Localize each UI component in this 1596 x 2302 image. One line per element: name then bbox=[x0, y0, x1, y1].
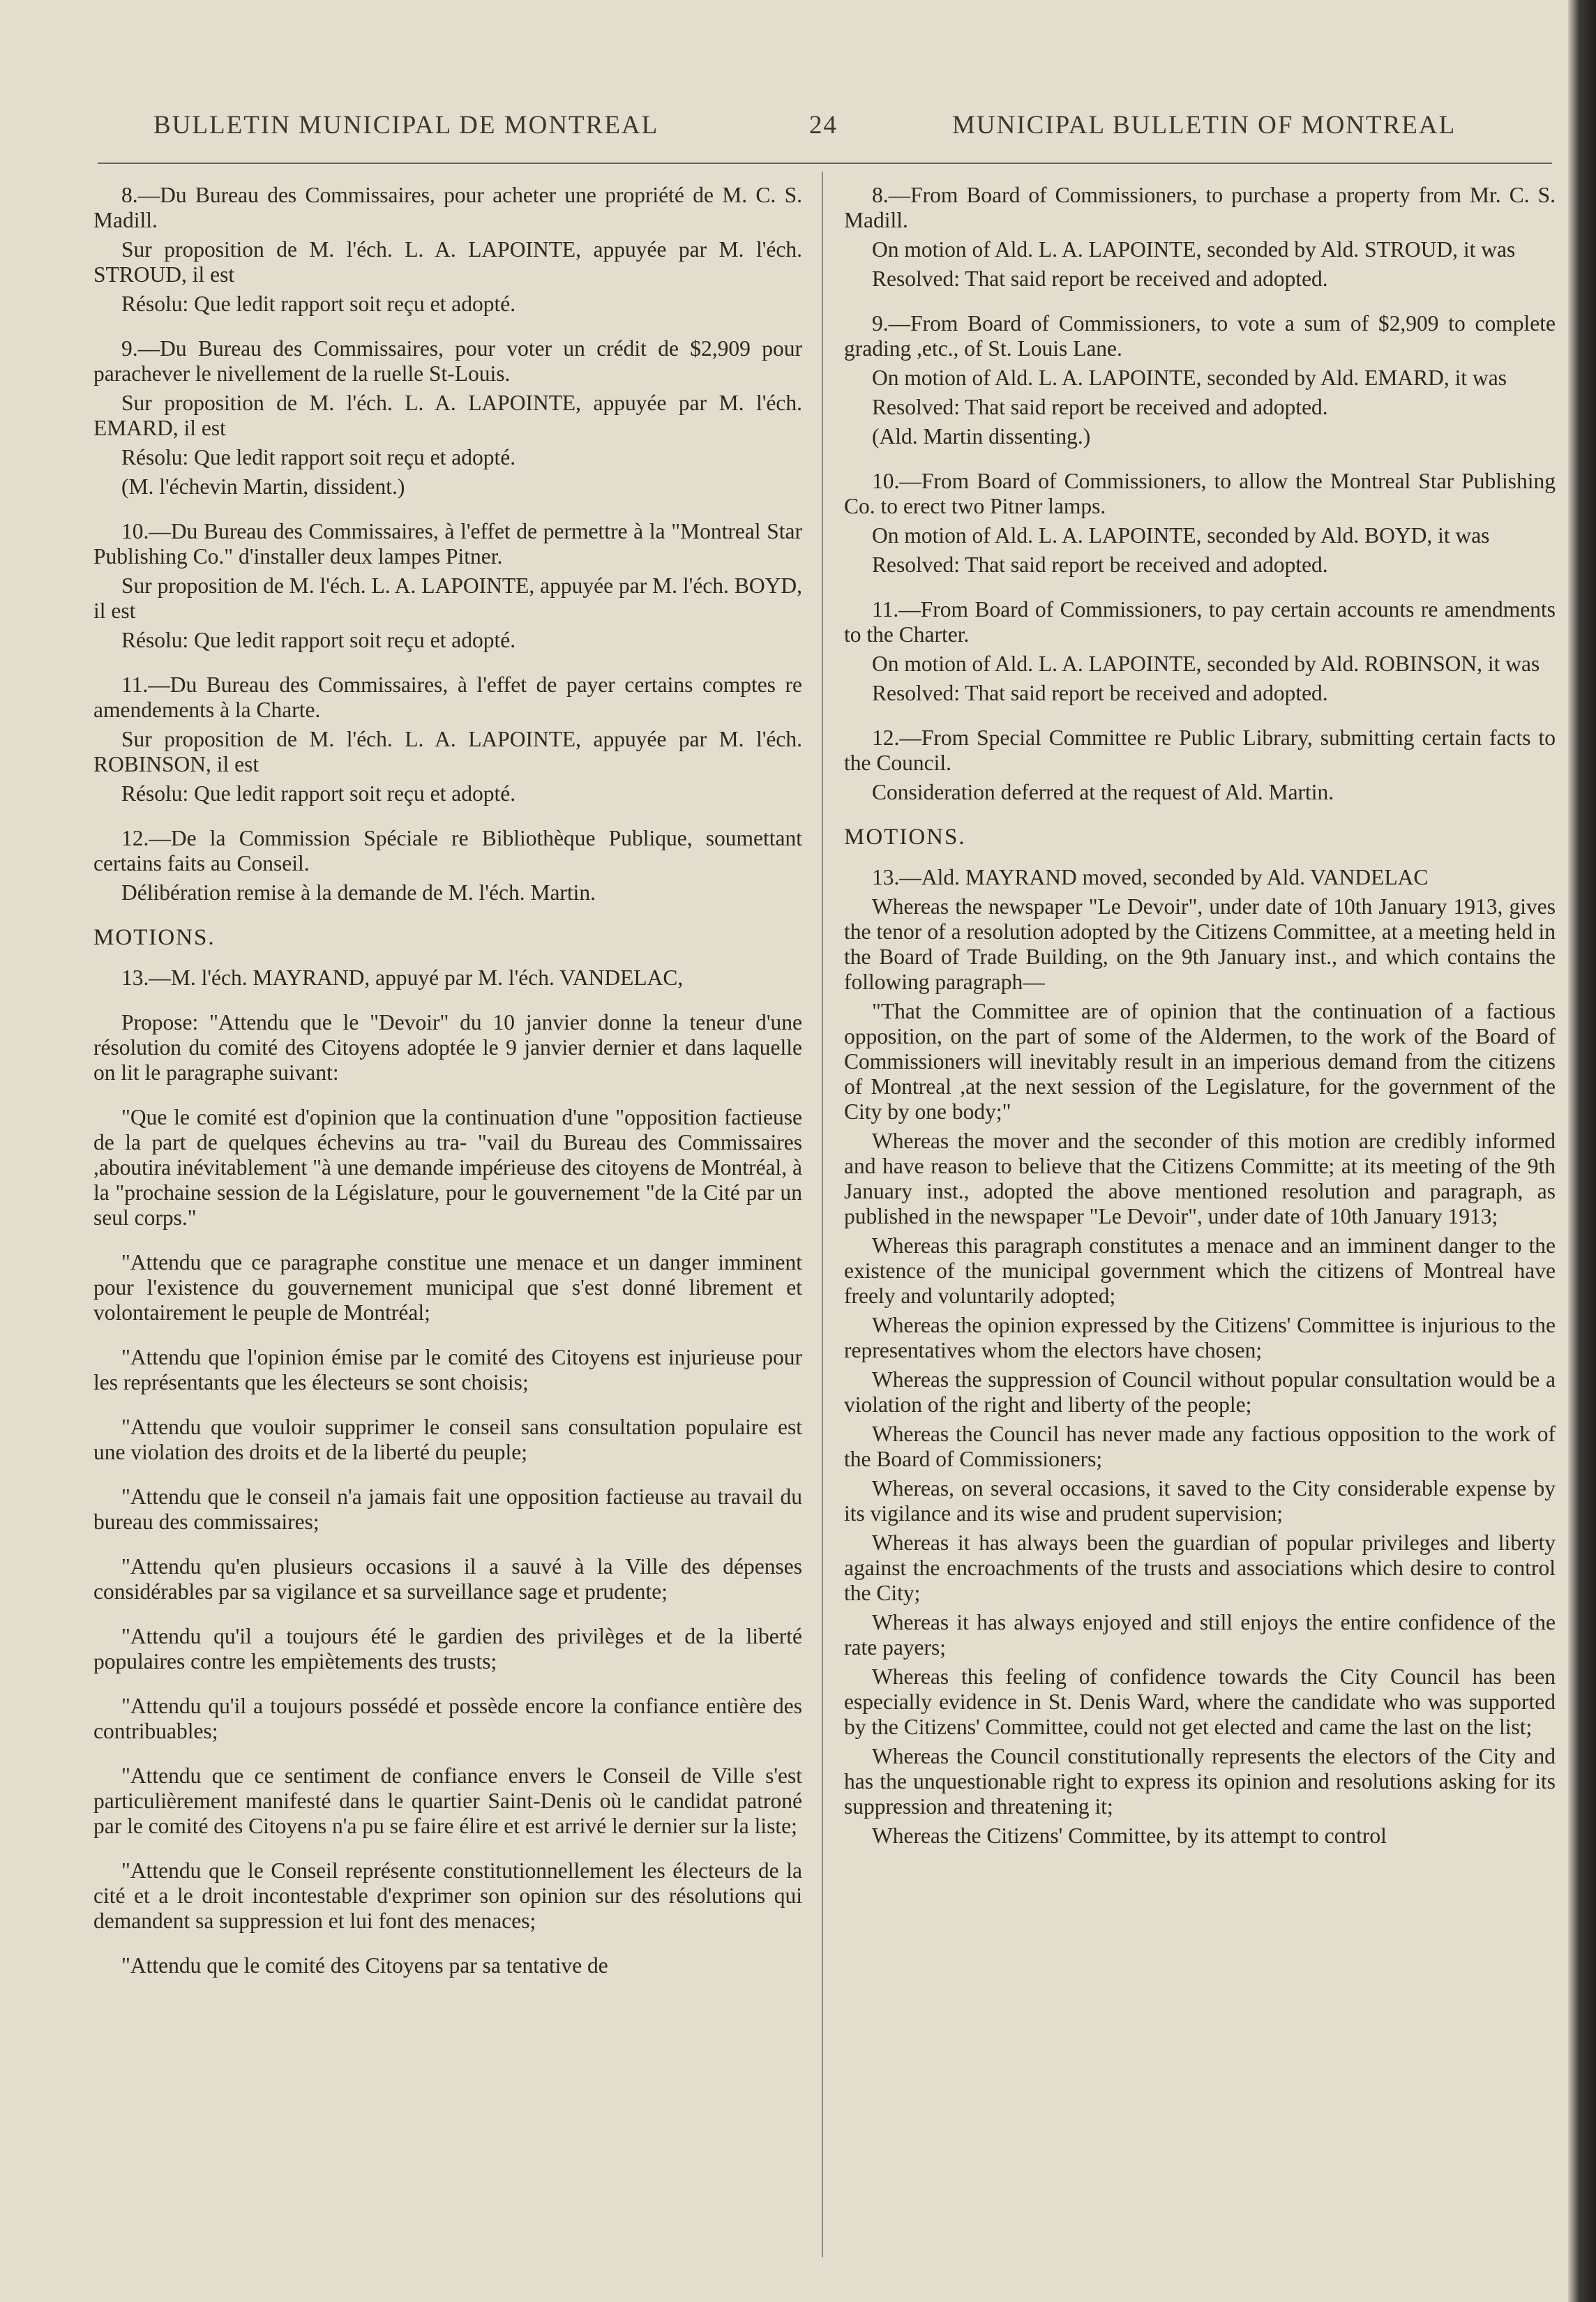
english-paragraph: Whereas the opinion expressed by the Citizens' Committee is injurious to the representatives whom the electors have chosen; bbox=[844, 1313, 1556, 1362]
french-paragraph: Résolu: Que ledit rapport soit reçu et adopté. bbox=[121, 781, 516, 806]
english-paragraph: Whereas this feeling of confidence towards the City Council has been especially evidence in St. Denis Ward, where the candidate who was supported by the Citizens' Committee, could not get elected and came the last on the list; bbox=[844, 1664, 1556, 1739]
french-paragraph: "Attendu que vouloir supprimer le conseil sans consultation populaire est une violation des droits et de la liberté du peuple; bbox=[93, 1415, 802, 1464]
french-paragraph: "Attendu qu'en plusieurs occasions il a sauvé à la Ville des dépenses considérables par sa vigilance et sa surveillance sage et prudente; bbox=[93, 1554, 802, 1604]
french-column bbox=[93, 183, 802, 1983]
english-paragraph: Whereas the newspaper "Le Devoir", under date of 10th January 1913, gives the tenor of a resolution adopted by the Citizens Committee, at a meeting held in the Board of Trade Building, on the 9th January inst., and which contains the following paragraph— bbox=[844, 894, 1556, 994]
english-paragraph: 11.—From Board of Commissioners, to pay certain accounts re amendments to the Charter. bbox=[844, 597, 1556, 647]
english-paragraph: On motion of Ald. L. A. LAPOINTE, seconded by Ald. EMARD, it was bbox=[872, 366, 1507, 390]
french-paragraph: 9.—Du Bureau des Commissaires, pour voter un crédit de $2,909 pour parachever le nivellement de la ruelle St-Louis. bbox=[93, 336, 802, 386]
english-paragraph: On motion of Ald. L. A. LAPOINTE, seconded by Ald. ROBINSON, it was bbox=[872, 652, 1540, 676]
english-paragraph: Whereas the Citizens' Committee, by its attempt to control bbox=[872, 1823, 1387, 1848]
english-paragraph: On motion of Ald. L. A. LAPOINTE, seconded by Ald. BOYD, it was bbox=[872, 523, 1490, 548]
english-column bbox=[844, 183, 1556, 1853]
page-header bbox=[91, 105, 1549, 146]
english-paragraph: Resolved: That said report be received and adopted. bbox=[872, 395, 1328, 419]
french-section-heading: MOTIONS. bbox=[93, 925, 216, 950]
french-paragraph: "Attendu qu'il a toujours possédé et possède encore la confiance entière des contribuables; bbox=[93, 1694, 802, 1743]
english-section-heading: MOTIONS. bbox=[844, 825, 966, 850]
english-paragraph: Consideration deferred at the request of Ald. Martin. bbox=[872, 780, 1334, 804]
french-paragraph: 11.—Du Bureau des Commissaires, à l'effet de payer certains comptes re amendements à la Charte. bbox=[93, 672, 802, 722]
french-paragraph: 12.—De la Commission Spéciale re Bibliothèque Publique, soumettant certains faits au Conseil. bbox=[93, 826, 802, 875]
french-paragraph: Sur proposition de M. l'éch. L. A. LAPOINTE, appuyée par M. l'éch. EMARD, il est bbox=[93, 391, 802, 440]
french-paragraph: "Attendu que ce sentiment de confiance envers le Conseil de Ville s'est particulièrement manifesté dans le quartier Saint-Denis où le candidat patroné par le comité des Citoyens n'a pu se faire élire et est arrivé le dernier sur la liste; bbox=[93, 1763, 802, 1838]
english-paragraph: "That the Committee are of opinion that the continuation of a factious opposition, on the part of some of the Aldermen, to the work of the Board of Commissioners will inevitably result in an imperious demand from the citizens of Montreal ,at the next session of the Legislature, for the government of the City by one body;" bbox=[844, 999, 1556, 1124]
french-paragraph: Résolu: Que ledit rapport soit reçu et adopté. bbox=[121, 445, 516, 469]
french-paragraph: 10.—Du Bureau des Commissaires, à l'effet de permettre à la "Montreal Star Publishing Co." d'installer deux lampes Pitner. bbox=[93, 519, 802, 569]
french-paragraph: "Attendu que le conseil n'a jamais fait une opposition factieuse au travail du bureau des commissaires; bbox=[93, 1484, 802, 1534]
english-paragraph: Resolved: That said report be received and adopted. bbox=[872, 552, 1328, 577]
header-rule bbox=[98, 163, 1552, 164]
french-paragraph: "Attendu que l'opinion émise par le comité des Citoyens est injurieuse pour les représentants que les électeurs se sont choisis; bbox=[93, 1345, 802, 1394]
french-paragraph: "Attendu que le comité des Citoyens par sa tentative de bbox=[121, 1953, 608, 1978]
page-number: 24 bbox=[809, 111, 838, 140]
french-paragraph: (M. l'échevin Martin, dissident.) bbox=[121, 474, 405, 499]
english-paragraph: Whereas, on several occasions, it saved to the City considerable expense by its vigilance and its wise and prudent supervision; bbox=[844, 1476, 1556, 1526]
french-paragraph: "Attendu que ce paragraphe constitue une menace et un danger imminent pour l'existence du gouvernement municipal que s'est donné librement et volontairement le peuple de Montréal; bbox=[93, 1250, 802, 1325]
english-paragraph: On motion of Ald. L. A. LAPOINTE, seconded by Ald. STROUD, it was bbox=[872, 237, 1516, 262]
english-paragraph: 10.—From Board of Commissioners, to allow the Montreal Star Publishing Co. to erect two Pitner lamps. bbox=[844, 469, 1556, 518]
english-paragraph: Resolved: That said report be received and adopted. bbox=[872, 681, 1328, 705]
english-paragraph: (Ald. Martin dissenting.) bbox=[872, 424, 1091, 449]
french-paragraph: 13.—M. l'éch. MAYRAND, appuyé par M. l'éch. VANDELAC, bbox=[121, 965, 684, 990]
header-french-title: BULLETIN MUNICIPAL DE MONTREAL bbox=[153, 111, 659, 140]
column-divider bbox=[822, 172, 823, 2257]
french-paragraph: Sur proposition de M. l'éch. L. A. LAPOINTE, appuyée par M. l'éch. STROUD, il est bbox=[93, 237, 802, 287]
english-paragraph: Whereas this paragraph constitutes a menace and an imminent danger to the existence of the municipal government which the citizens of Montreal have freely and voluntarily adopted; bbox=[844, 1233, 1556, 1308]
french-paragraph: "Attendu que le Conseil représente constitutionnellement les électeurs de la cité et a le droit incontestable d'exprimer son opinion sur des résolutions qui demandent sa suppression et lui font des menaces; bbox=[93, 1858, 802, 1933]
french-paragraph: 8.—Du Bureau des Commissaires, pour acheter une propriété de M. C. S. Madill. bbox=[93, 183, 802, 232]
english-paragraph: Whereas it has always been the guardian of popular privileges and liberty against the encroachments of the trusts and associations which desire to control the City; bbox=[844, 1530, 1556, 1605]
french-paragraph: Résolu: Que ledit rapport soit reçu et adopté. bbox=[121, 628, 516, 652]
french-paragraph: Résolu: Que ledit rapport soit reçu et adopté. bbox=[121, 292, 516, 316]
english-paragraph: Whereas it has always enjoyed and still enjoys the entire confidence of the rate payers; bbox=[844, 1610, 1556, 1660]
header-english-title: MUNICIPAL BULLETIN OF MONTREAL bbox=[952, 111, 1456, 140]
english-paragraph: 9.—From Board of Commissioners, to vote a sum of $2,909 to complete grading ,etc., of St. Louis Lane. bbox=[844, 311, 1556, 361]
french-paragraph: "Que le comité est d'opinion que la continuation d'une "opposition factieuse de la part de quelques échevins au tra- "vail du Bureau des Commissaires ,aboutira inévitablement "à une demande impérieuse des citoyens de Montréal, à la "prochaine session de la Législature, pour le gouvernement "de la Cité par un seul corps." bbox=[93, 1105, 802, 1230]
english-paragraph: Whereas the Council constitutionally represents the electors of the City and has the unquestionable right to express its opinion and resolutions asking for its suppression and threatening it; bbox=[844, 1744, 1556, 1819]
english-paragraph: 12.—From Special Committee re Public Library, submitting certain facts to the Council. bbox=[844, 725, 1556, 775]
french-paragraph: Propose: "Attendu que le "Devoir" du 10 janvier donne la teneur d'une résolution du comité des Citoyens adoptée le 9 janvier dernier et dans laquelle on lit le paragraphe suivant: bbox=[93, 1010, 802, 1085]
english-paragraph: Whereas the Council has never made any factious opposition to the work of the Board of Commissioners; bbox=[844, 1422, 1556, 1471]
english-paragraph: Resolved: That said report be received and adopted. bbox=[872, 266, 1328, 291]
english-paragraph: Whereas the suppression of Council without popular consultation would be a violation of the right and liberty of the people; bbox=[844, 1367, 1556, 1417]
english-paragraph: 8.—From Board of Commissioners, to purchase a property from Mr. C. S. Madill. bbox=[844, 183, 1556, 232]
french-paragraph: Sur proposition de M. l'éch. L. A. LAPOINTE, appuyée par M. l'éch. ROBINSON, il est bbox=[93, 727, 802, 776]
english-paragraph: Whereas the mover and the seconder of this motion are credibly informed and have reason to believe that the Citizens Committe; at its meeting of the 9th January inst., adopted the above mentioned resolution and paragraph, as published in the newspaper "Le Devoir", under date of 10th January 1913; bbox=[844, 1129, 1556, 1228]
french-paragraph: Sur proposition de M. l'éch. L. A. LAPOINTE, appuyée par M. l'éch. BOYD, il est bbox=[93, 573, 802, 623]
binding-edge-shadow bbox=[1568, 0, 1596, 2302]
french-paragraph: "Attendu qu'il a toujours été le gardien des privilèges et de la liberté populaires contre les empiètements des trusts; bbox=[93, 1624, 802, 1673]
english-paragraph: 13.—Ald. MAYRAND moved, seconded by Ald. VANDELAC bbox=[872, 865, 1429, 889]
french-paragraph: Délibération remise à la demande de M. l'éch. Martin. bbox=[121, 880, 596, 905]
